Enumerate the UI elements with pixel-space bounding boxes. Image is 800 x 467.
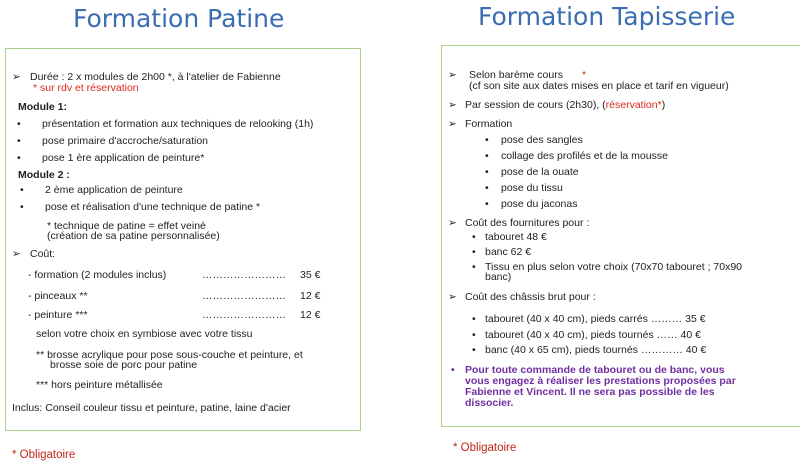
arrow-bullet-icon: ➢ xyxy=(448,99,457,111)
frame-item: tabouret (40 x 40 cm), pieds tournés …… 40 € xyxy=(485,329,701,341)
warning-text: Fabienne et Vincent. Il ne sera pas possible de les xyxy=(465,386,715,398)
right-footnote: * Obligatoire xyxy=(453,442,517,454)
bullet-icon: • xyxy=(472,261,476,273)
module2-title: Module 2 : xyxy=(18,169,70,181)
rate-note: (cf son site aux dates mises en place et tarif en vigueur) xyxy=(469,80,729,92)
right-panel xyxy=(441,45,800,427)
cost-dots: …………………… xyxy=(202,269,286,281)
paint-note: *** hors peinture métallisée xyxy=(36,379,163,391)
warning-text: vous engagez à réaliser les prestations proposées par xyxy=(465,375,736,387)
frames-title: Coût des châssis brut pour : xyxy=(465,291,596,303)
arrow-bullet-icon: ➢ xyxy=(448,118,457,130)
left-title: Formation Patine xyxy=(73,4,285,33)
warning-text: Pour toute commande de tabouret ou de banc, vous xyxy=(465,364,725,376)
bullet-icon: • xyxy=(451,364,455,376)
training-item: pose de la ouate xyxy=(501,166,579,178)
module1-item: pose 1 ère application de peinture* xyxy=(42,152,205,164)
right-title: Formation Tapisserie xyxy=(478,2,736,31)
supply-item: banc) xyxy=(485,271,512,283)
technique-note: (création de sa patine personnalisée) xyxy=(47,230,220,242)
technique-note: * technique de patine = effet veiné xyxy=(47,220,206,232)
arrow-bullet-icon: ➢ xyxy=(12,71,21,83)
arrow-bullet-icon: ➢ xyxy=(12,248,21,260)
left-footnote: * Obligatoire xyxy=(12,449,76,461)
frame-item: banc (40 x 65 cm), pieds tournés ………… 40 € xyxy=(485,344,707,356)
supply-item: Tissu en plus selon votre choix (70x70 tabouret ; 70x90 xyxy=(485,261,743,273)
arrow-bullet-icon: ➢ xyxy=(448,69,457,81)
module2-item: 2 ème application de peinture xyxy=(45,184,183,196)
fabric-note: selon votre choix en symbiose avec votre tissu xyxy=(36,328,253,340)
training-item: pose des sangles xyxy=(501,134,583,146)
bullet-icon: • xyxy=(485,134,489,146)
rate-star: * xyxy=(582,69,587,81)
module1-item: présentation et formation aux techniques de relooking (1h) xyxy=(42,118,314,130)
includes-text: Inclus: Conseil couleur tissu et peinture, patine, laine d'acier xyxy=(12,402,291,414)
bullet-icon: • xyxy=(17,135,21,147)
supply-item: banc 62 € xyxy=(485,246,532,258)
frame-item: tabouret (40 x 40 cm), pieds carrés ……… 35 € xyxy=(485,313,706,325)
cost-label: - pinceaux ** xyxy=(28,290,88,302)
session-text: Par session de cours (2h30), (réservation*) xyxy=(465,99,666,111)
cost-label: - peinture *** xyxy=(28,309,88,321)
bullet-icon: • xyxy=(485,150,489,162)
training-item: pose du jaconas xyxy=(501,198,578,210)
arrow-bullet-icon: ➢ xyxy=(448,291,457,303)
bullet-icon: • xyxy=(20,201,24,213)
bullet-icon: • xyxy=(485,182,489,194)
bullet-icon: • xyxy=(20,184,24,196)
cost-dots: …………………… xyxy=(202,309,286,321)
module1-item: pose primaire d'accroche/saturation xyxy=(42,135,209,147)
cost-price: 35 € xyxy=(300,269,321,281)
warning-text: dissocier. xyxy=(465,397,514,409)
left-panel xyxy=(5,48,361,431)
brush-note: brosse soie de porc pour patine xyxy=(50,359,198,371)
bullet-icon: • xyxy=(472,344,476,356)
bullet-icon: • xyxy=(472,231,476,243)
bullet-icon: • xyxy=(472,313,476,325)
supplies-title: Coût des fournitures pour : xyxy=(465,217,590,229)
cost-title: Coût: xyxy=(30,248,56,260)
training-title: Formation xyxy=(465,118,513,130)
module2-item: pose et réalisation d'une technique de patine * xyxy=(45,201,261,213)
cost-label: - formation (2 modules inclus) xyxy=(28,269,167,281)
bullet-icon: • xyxy=(472,329,476,341)
duration-note: * sur rdv et réservation xyxy=(33,82,139,94)
module1-title: Module 1: xyxy=(18,101,67,113)
duration-text: Durée : 2 x modules de 2h00 *, à l'atelier de Fabienne xyxy=(30,71,281,83)
cost-dots: …………………… xyxy=(202,290,286,302)
bullet-icon: • xyxy=(485,166,489,178)
bullet-icon: • xyxy=(485,198,489,210)
rate-text: Selon barème cours xyxy=(469,69,563,81)
bullet-icon: • xyxy=(17,118,21,130)
supply-item: tabouret 48 € xyxy=(485,231,547,243)
cost-price: 12 € xyxy=(300,290,321,302)
bullet-icon: • xyxy=(472,246,476,258)
arrow-bullet-icon: ➢ xyxy=(448,217,457,229)
training-item: pose du tissu xyxy=(501,182,563,194)
bullet-icon: • xyxy=(17,152,21,164)
cost-price: 12 € xyxy=(300,309,321,321)
brush-note: ** brosse acrylique pour pose sous-couche et peinture, et xyxy=(36,349,303,361)
training-item: collage des profilés et de la mousse xyxy=(501,150,668,162)
